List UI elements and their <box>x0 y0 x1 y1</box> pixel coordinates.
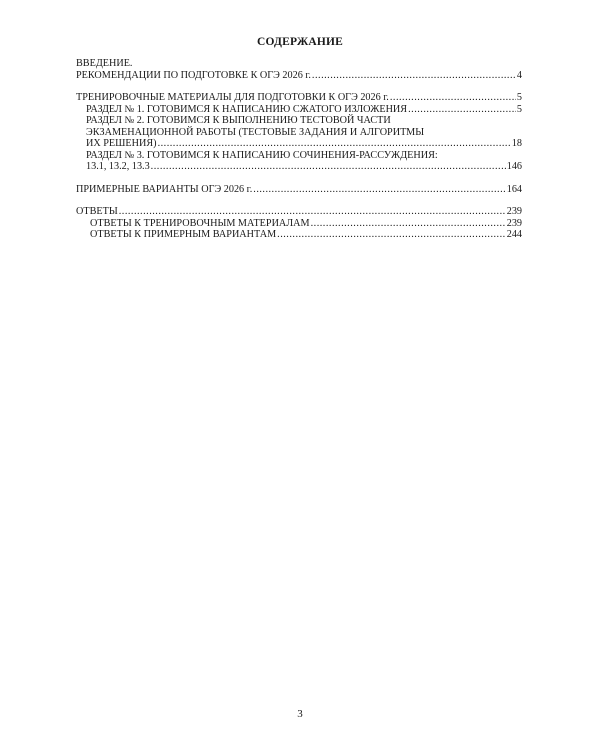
toc-entry-intro[interactable] <box>76 70 522 82</box>
toc-entry-section-2-line-1 <box>76 115 522 127</box>
toc-entry-text: РАЗДЕЛ № 1. ГОТОВИМСЯ К НАПИСАНИЮ СЖАТОГО ИЗЛОЖЕНИЯ <box>86 103 408 115</box>
toc-entry-text: ОТВЕТЫ К ПРИМЕРНЫМ ВАРИАНТАМ <box>90 229 277 240</box>
toc-entry-text: ВВЕДЕНИЕ. <box>76 58 133 69</box>
toc-spacer <box>76 173 522 184</box>
toc-entry-section-1[interactable] <box>76 104 522 116</box>
toc-page-number: 146 <box>506 161 522 172</box>
page-number: 3 <box>297 708 303 720</box>
dot-leader <box>151 161 506 173</box>
toc-entry-text: ЭКЗАМЕНАЦИОННОЙ РАБОТЫ (ТЕСТОВЫЕ ЗАДАНИЯ И АЛГОРИТМЫ <box>86 126 425 138</box>
toc-page-number: 5 <box>516 103 522 115</box>
dot-leader <box>253 184 505 196</box>
table-of-contents <box>76 58 522 241</box>
toc-entry-section-2[interactable] <box>76 138 522 150</box>
toc-entry-text: ТРЕНИРОВОЧНЫЕ МАТЕРИАЛЫ ДЛЯ ПОДГОТОВКИ К ОГЭ 2026 г. <box>76 92 389 103</box>
dot-leader <box>277 229 506 241</box>
toc-entry-intro-title <box>76 58 522 70</box>
toc-entry-answers-variants[interactable] <box>76 229 522 241</box>
toc-entry-section-3-line-1 <box>76 150 522 162</box>
toc-entry-section-3[interactable] <box>76 161 522 173</box>
toc-page-number: 4 <box>516 69 522 81</box>
toc-entry-answers[interactable] <box>76 206 522 218</box>
toc-spacer <box>76 81 522 92</box>
toc-entry-text: РАЗДЕЛ № 3. ГОТОВИМСЯ К НАПИСАНИЮ СОЧИНЕНИЯ-РАССУЖДЕНИЯ: <box>86 149 438 161</box>
toc-page-number: 239 <box>506 206 522 217</box>
dot-leader <box>158 138 511 150</box>
toc-entry-text: ИХ РЕШЕНИЯ) <box>86 138 157 149</box>
toc-page-number: 244 <box>506 229 522 240</box>
toc-entry-text: ПРИМЕРНЫЕ ВАРИАНТЫ ОГЭ 2026 г. <box>76 183 253 195</box>
toc-entry-text: ОТВЕТЫ К ТРЕНИРОВОЧНЫМ МАТЕРИАЛАМ <box>90 217 310 229</box>
toc-page-number: 239 <box>506 217 522 229</box>
dot-leader <box>119 206 506 218</box>
toc-entry-text: 13.1, 13.2, 13.3 <box>86 161 150 172</box>
toc-page-number: 18 <box>511 138 522 149</box>
dot-leader <box>408 104 516 116</box>
toc-entry-section-2-line-2 <box>76 127 522 139</box>
toc-entry-text: ОТВЕТЫ <box>76 206 118 217</box>
toc-entry-training[interactable] <box>76 92 522 104</box>
toc-entry-text: РАЗДЕЛ № 2. ГОТОВИМСЯ К ВЫПОЛНЕНИЮ ТЕСТОВОЙ ЧАСТИ <box>86 115 391 126</box>
dot-leader <box>390 92 516 104</box>
toc-page-number: 5 <box>516 92 522 103</box>
toc-heading: СОДЕРЖАНИЕ <box>256 36 344 48</box>
toc-entry-answers-training[interactable] <box>76 218 522 230</box>
dot-leader <box>311 218 506 230</box>
toc-entry-variants[interactable] <box>76 184 522 196</box>
dot-leader <box>312 70 516 82</box>
toc-spacer <box>76 195 522 206</box>
toc-page-number: 164 <box>506 183 522 195</box>
toc-entry-text: РЕКОМЕНДАЦИИ ПО ПОДГОТОВКЕ К ОГЭ 2026 г. <box>76 69 311 81</box>
